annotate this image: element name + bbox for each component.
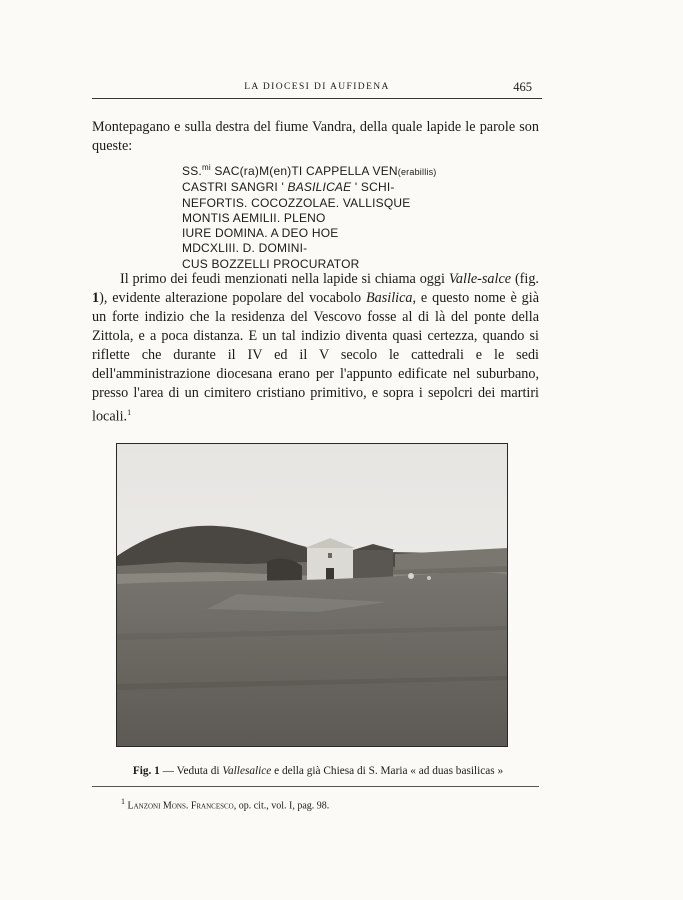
inscription-line-2 <box>182 180 482 195</box>
inscription-line-1 <box>182 160 482 180</box>
paragraph-main <box>92 270 539 427</box>
figure-reference: 1 <box>92 290 100 306</box>
page-number: 465 <box>513 80 532 94</box>
running-title: LA DIOCESI DI AUFIDENA <box>244 82 390 92</box>
inscription-small-text: (erabillis) <box>397 167 437 177</box>
caption-label: Fig. 1 <box>132 765 160 777</box>
inscription-italic: BASILICAE <box>287 180 352 195</box>
caption-text: — Veduta di <box>159 765 223 777</box>
inscription-line-4: MONTIS AEMILII. PLENO <box>182 210 326 225</box>
paragraph-intro: Montepagano e sulla destra del fiume Vandra, della quale lapide le parole son queste: <box>92 119 539 154</box>
inscription-text: CASTRI SANGRI ' <box>182 180 288 195</box>
footnote-marker: 1 <box>127 408 132 417</box>
inscription-text: ' SCHI- <box>351 180 395 195</box>
caption-italic: Vallesalice <box>222 765 272 777</box>
photograph-vallesalce <box>116 443 508 747</box>
inscription-block <box>182 160 482 272</box>
footnote-author: Lanzoni Mons. Francesco <box>127 800 234 812</box>
text-run: ), evidente alterazione popolare del vocabolo <box>99 290 366 306</box>
inscription-line-6: MDCXLIII. D. DOMINI- <box>182 241 308 256</box>
landscape-photo <box>117 444 507 746</box>
footnote-mark: 1 <box>121 797 125 806</box>
footnote-divider <box>92 786 539 787</box>
caption-text: e della già Chiesa di S. Maria « ad duas basilicas » <box>271 765 504 777</box>
inscription-line-5: IURE DOMINA. A DEO HOE <box>182 226 339 241</box>
footnote <box>121 797 329 811</box>
inscription-text: SAC(ra)M(en)TI CAPPELLA VEN <box>210 164 398 178</box>
italic-run: Basilica <box>365 290 413 306</box>
footnote-text: , op. cit., vol. I, pag. 98. <box>233 800 330 812</box>
figure-caption <box>103 765 533 777</box>
inscription-line-7: CUS BOZZELLI PROCURATOR <box>182 256 360 271</box>
text-run: (fig. <box>511 271 539 287</box>
inscription-superscript: mi <box>201 163 211 172</box>
inscription-line-3: NEFORTIS. COCOZZOLAE. VALLISQUE <box>182 195 411 210</box>
inscription-text: SS. <box>182 164 202 178</box>
text-run: , e questo nome è già un forte indizio che la residenza del Vescovo fosse al di là del ponte della Zittola, e a poca distanza. E un tal indizio diventa quasi certezza, quando si riflette che durante il IV ed il V secolo le cattedrali e le sedi dell'amministrazione diocesana erano per l'appunto edificate nel suburbano, presso l'area di un cimitero cristiano primitivo, e sopra i sepolcri dei martiri locali. <box>92 290 539 425</box>
text-run: Il primo dei feudi menzionati nella lapide si chiama oggi <box>120 271 449 287</box>
italic-run: Valle-salce <box>448 271 512 287</box>
running-header <box>92 80 542 99</box>
